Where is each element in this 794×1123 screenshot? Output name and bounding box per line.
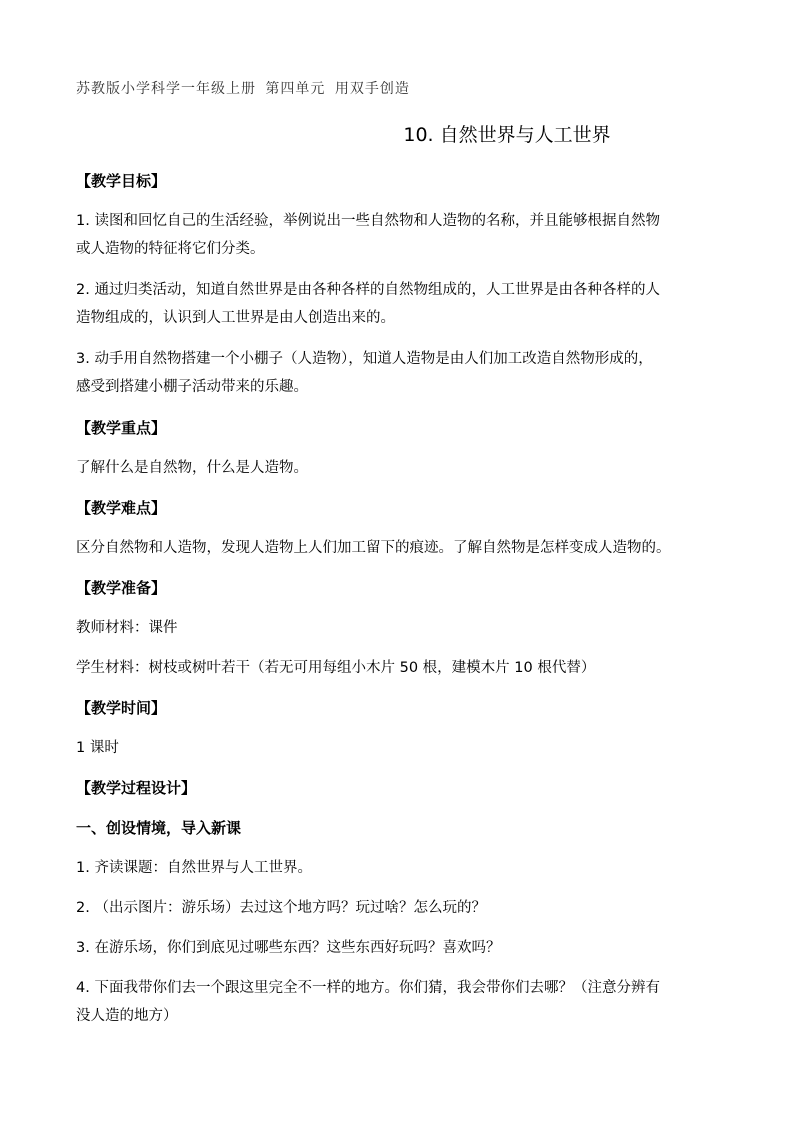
step-4-line-1: 4. 下面我带你们去一个跟这里完全不一样的地方。你们猜，我会带你们去哪？（注意分辨有 <box>76 980 660 996</box>
series-header: 苏教版小学科学一年级上册 第四单元 用双手创造 <box>76 81 410 97</box>
step-1: 1. 齐读课题：自然世界与人工世界。 <box>76 860 312 876</box>
key-points-heading: 【教学重点】 <box>76 419 167 437</box>
step-2: 2. （出示图片：游乐场）去过这个地方吗？玩过啥？怎么玩的？ <box>76 900 486 916</box>
lesson-title <box>0 120 794 147</box>
preparation-heading: 【教学准备】 <box>76 579 167 597</box>
process-heading: 【教学过程设计】 <box>76 779 197 797</box>
goals-heading: 【教学目标】 <box>76 172 167 190</box>
goal-3-line-2: 感受到搭建小棚子活动带来的乐趣。 <box>76 379 308 395</box>
lesson-title-text: 10. 自然世界与人工世界 <box>403 124 611 146</box>
student-materials: 学生材料：树枝或树叶若干（若无可用每组小木片 50 根，建模木片 10 根代替） <box>76 660 596 676</box>
key-points-text: 了解什么是自然物，什么是人造物。 <box>76 460 308 476</box>
time-text: 1 课时 <box>76 740 119 756</box>
part-1-heading: 一、创设情境，导入新课 <box>76 819 242 837</box>
time-heading: 【教学时间】 <box>76 699 167 717</box>
step-3: 3. 在游乐场，你们到底见过哪些东西？这些东西好玩吗？喜欢吗？ <box>76 940 501 956</box>
step-4-line-2: 没人造的地方） <box>76 1008 178 1024</box>
goal-2-line-2: 造物组成的，认识到人工世界是由人创造出来的。 <box>76 310 395 326</box>
difficulties-text: 区分自然物和人造物，发现人造物上人们加工留下的痕迹。了解自然物是怎样变成人造物的。 <box>76 540 671 556</box>
goal-2-line-1: 2. 通过归类活动，知道自然世界是由各种各样的自然物组成的，人工世界是由各种各样的人 <box>76 282 660 298</box>
goal-3-line-1: 3. 动手用自然物搭建一个小棚子（人造物），知道人造物是由人们加工改造自然物形成的， <box>76 351 653 367</box>
difficulties-heading: 【教学难点】 <box>76 499 167 517</box>
teacher-materials: 教师材料：课件 <box>76 620 178 636</box>
goal-1-line-2: 或人造物的特征将它们分类。 <box>76 241 265 257</box>
goal-1-line-1: 1. 读图和回忆自己的生活经验，举例说出一些自然物和人造物的名称，并且能够根据自然物 <box>76 213 660 229</box>
